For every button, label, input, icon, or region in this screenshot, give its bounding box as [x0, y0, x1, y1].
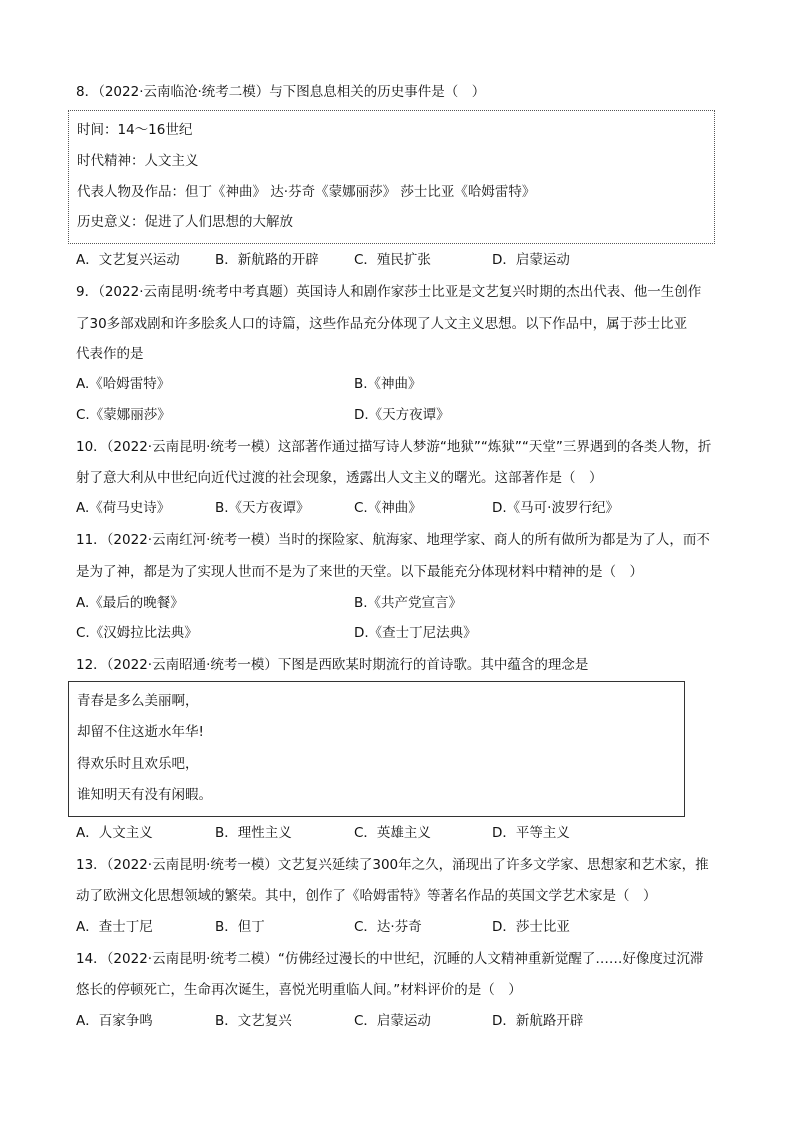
q14-option-b[interactable]: B．文艺复兴 — [215, 1013, 292, 1029]
question-11-line: 是为了神，都是为了实现人世而不是为了来世的天堂。以下最能充分体现材料中精神的是（ ） — [76, 564, 643, 580]
q14-option-a[interactable]: A．百家争鸣 — [76, 1013, 153, 1029]
q12-poem-line: 青春是多么美丽啊， — [77, 693, 199, 709]
q8-box-line: 时代精神：人文主义 — [77, 153, 199, 169]
q14-option-d[interactable]: D．新航路开辟 — [492, 1013, 584, 1029]
q14-option-c[interactable]: C．启蒙运动 — [354, 1013, 431, 1029]
question-12-stem: 12．（2022·云南昭通·统考一模）下图是西欧某时期流行的首诗歌。其中蕴含的理念是 — [76, 657, 589, 673]
question-10-line: 10．（2022·云南昆明·统考一模）这部著作通过描写诗人梦游“地狱”“炼狱”“天堂”三界遇到的各类人物，折 — [76, 439, 712, 455]
q10-option-b[interactable]: B.《天方夜谭》 — [215, 500, 310, 516]
q8-box-line: 历史意义：促进了人们思想的大解放 — [77, 214, 293, 230]
q8-option-a[interactable]: A．文艺复兴运动 — [76, 252, 180, 268]
question-9-line: 了30多部戏剧和许多脍炙人口的诗篇，这些作品充分体现了人文主义思想。以下作品中，属于莎士比亚 — [76, 316, 688, 332]
q8-box-line: 时间：14～16世纪 — [77, 122, 193, 138]
q8-option-b[interactable]: B．新航路的开辟 — [215, 252, 319, 268]
question-9-line: 9．（2022·云南昆明·统考中考真题）英国诗人和剧作家莎士比亚是文艺复兴时期的杰出代表、他一生创作 — [76, 284, 702, 300]
question-14-line: 悠长的停顿死亡，生命再次诞生，喜悦光明重临人间。”材料评价的是（ ） — [76, 982, 522, 998]
q11-option-a[interactable]: A.《最后的晚餐》 — [76, 595, 184, 611]
q13-option-d[interactable]: D．莎士比亚 — [492, 919, 570, 935]
question-13-line: 13．（2022·云南昆明·统考一模）文艺复兴延续了300年之久，涌现出了许多文学家、思想家和艺术家，推 — [76, 857, 709, 873]
q13-option-b[interactable]: B．但丁 — [215, 919, 265, 935]
q9-option-c[interactable]: C.《蒙娜丽莎》 — [76, 407, 171, 423]
q11-option-b[interactable]: B.《共产党宣言》 — [354, 595, 463, 611]
question-10-line: 射了意大利从中世纪向近代过渡的社会现象，透露出人文主义的曙光。这部著作是（ ） — [76, 470, 603, 486]
question-11-line: 11．（2022·云南红河·统考一模）当时的探险家、航海家、地理学家、商人的所有做所为都是为了人，而不 — [76, 532, 710, 548]
q8-box-line: 代表人物及作品：但丁《神曲》 达·芬奇《蒙娜丽莎》 莎士比亚《哈姆雷特》 — [77, 184, 536, 200]
q8-material-box — [68, 110, 715, 244]
q12-poem-box — [68, 681, 685, 817]
question-13-line: 动了欧洲文化思想领域的繁荣。其中，创作了《哈姆雷特》等著名作品的英国文学艺术家是（ ） — [76, 888, 657, 904]
q13-option-a[interactable]: A．查士丁尼 — [76, 919, 153, 935]
q12-option-b[interactable]: B．理性主义 — [215, 825, 292, 841]
q12-option-d[interactable]: D．平等主义 — [492, 825, 570, 841]
q12-option-a[interactable]: A．人文主义 — [76, 825, 153, 841]
q10-option-a[interactable]: A.《荷马史诗》 — [76, 500, 171, 516]
q9-option-a[interactable]: A.《哈姆雷特》 — [76, 376, 171, 392]
q9-option-d[interactable]: D.《天方夜谭》 — [354, 407, 450, 423]
q11-option-d[interactable]: D.《查士丁尼法典》 — [354, 625, 477, 641]
q10-option-d[interactable]: D.《马可·波罗行纪》 — [492, 500, 619, 516]
question-9-line: 代表作的是 — [76, 346, 144, 362]
q12-option-c[interactable]: C．英雄主义 — [354, 825, 431, 841]
q8-option-c[interactable]: C．殖民扩张 — [354, 252, 431, 268]
q10-option-c[interactable]: C.《神曲》 — [354, 500, 422, 516]
q11-option-c[interactable]: C.《汉姆拉比法典》 — [76, 625, 198, 641]
question-14-line: 14．（2022·云南昆明·统考二模）“仿佛经过漫长的中世纪，沉睡的人文精神重新觉醒了……好像度过沉滞 — [76, 951, 704, 967]
q9-option-b[interactable]: B.《神曲》 — [354, 376, 422, 392]
q13-option-c[interactable]: C．达·芬奇 — [354, 919, 422, 935]
q8-option-d[interactable]: D．启蒙运动 — [492, 252, 570, 268]
q12-poem-line: 却留不住这逝水年华! — [77, 724, 204, 740]
q12-poem-line: 谁知明天有没有闲暇。 — [77, 787, 212, 803]
q12-poem-line: 得欢乐时且欢乐吧， — [77, 756, 199, 772]
question-8-stem: 8．（2022·云南临沧·统考二模）与下图息息相关的历史事件是（ ） — [76, 84, 486, 100]
